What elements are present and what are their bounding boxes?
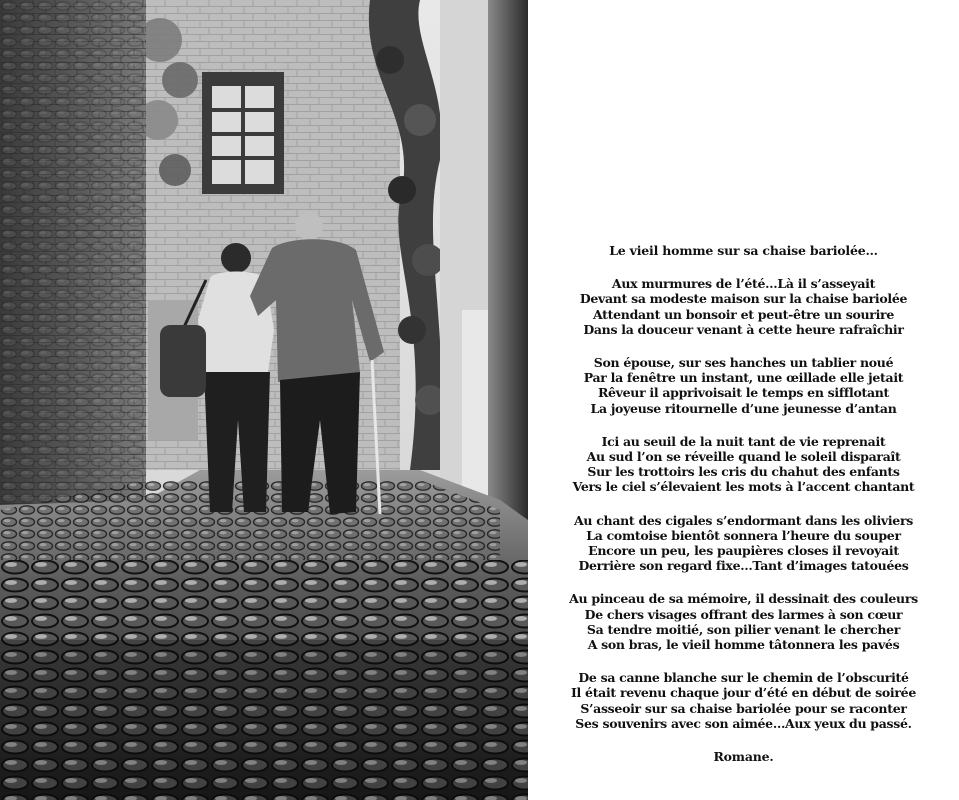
poem-line: De sa canne blanche sur le chemin de l’obscurité	[578, 670, 909, 686]
poem-line: Derrière son regard fixe…Tant d’images tatouées	[578, 558, 909, 574]
poem-line: De chers visages offrant des larmes à son cœur	[584, 606, 903, 622]
poem-line: Attendant un bonsoir et peut-être un sourire	[593, 306, 894, 322]
poem-line: Devant sa modeste maison sur la chaise bariolée	[579, 291, 908, 307]
poem-line: La comtoise bientôt sonnera l’heure du souper	[586, 527, 901, 543]
poem-line: Il était revenu chaque jour d’été en début de soirée	[571, 685, 916, 701]
poem-title: Le vieil homme sur sa chaise bariolée…	[609, 243, 878, 258]
poem-line: Au pinceau de sa mémoire, il dessinait des couleurs	[569, 591, 918, 607]
poem-line: Ici au seuil de la nuit tant de vie reprenait	[601, 433, 886, 449]
poem-line: Au sud l’on se réveille quand le soleil disparaît	[586, 449, 901, 465]
stanza	[528, 591, 959, 652]
stanza	[528, 276, 959, 337]
signature: Romane.	[713, 749, 774, 765]
poem-line: Encore un peu, les paupières closes il revoyait	[588, 543, 899, 559]
poem-line: Ses souvenirs avec son aimée…Aux yeux du passé.	[575, 715, 912, 731]
stanza	[528, 355, 959, 416]
poem-line: Son épouse, sur ses hanches un tablier noué	[593, 355, 894, 371]
stanza	[528, 513, 959, 574]
poem-line: S’asseoir sur sa chaise bariolée pour se raconter	[580, 700, 907, 716]
poem-line: Aux murmures de l’été…Là il s’asseyait	[611, 276, 876, 292]
poem-line: Sur les trottoirs les cris du chahut des enfants	[587, 464, 900, 480]
handbag	[160, 325, 206, 397]
poem-line: Par la fenêtre un instant, une œillade elle jetait	[583, 370, 904, 386]
poem-line: Sa tendre moitié, son pilier venant le chercher	[586, 621, 901, 637]
poem-line: A son bras, le vieil homme tâtonnera les pavés	[587, 637, 900, 653]
poem-line: Dans la douceur venant à cette heure rafraîchir	[583, 321, 904, 337]
poem-line: Vers le ciel s’élevaient les mots à l’accent chantant	[572, 479, 915, 495]
poem-line: Rêveur il apprivoisait le temps en sifflotant	[597, 385, 890, 401]
stanza	[528, 670, 959, 731]
poem-line: La joyeuse ritournelle d’une jeunesse d’antan	[590, 400, 897, 416]
stanza	[528, 434, 959, 495]
poem-block	[528, 0, 959, 800]
poem-line: Au chant des cigales s’endormant dans les oliviers	[574, 512, 913, 528]
